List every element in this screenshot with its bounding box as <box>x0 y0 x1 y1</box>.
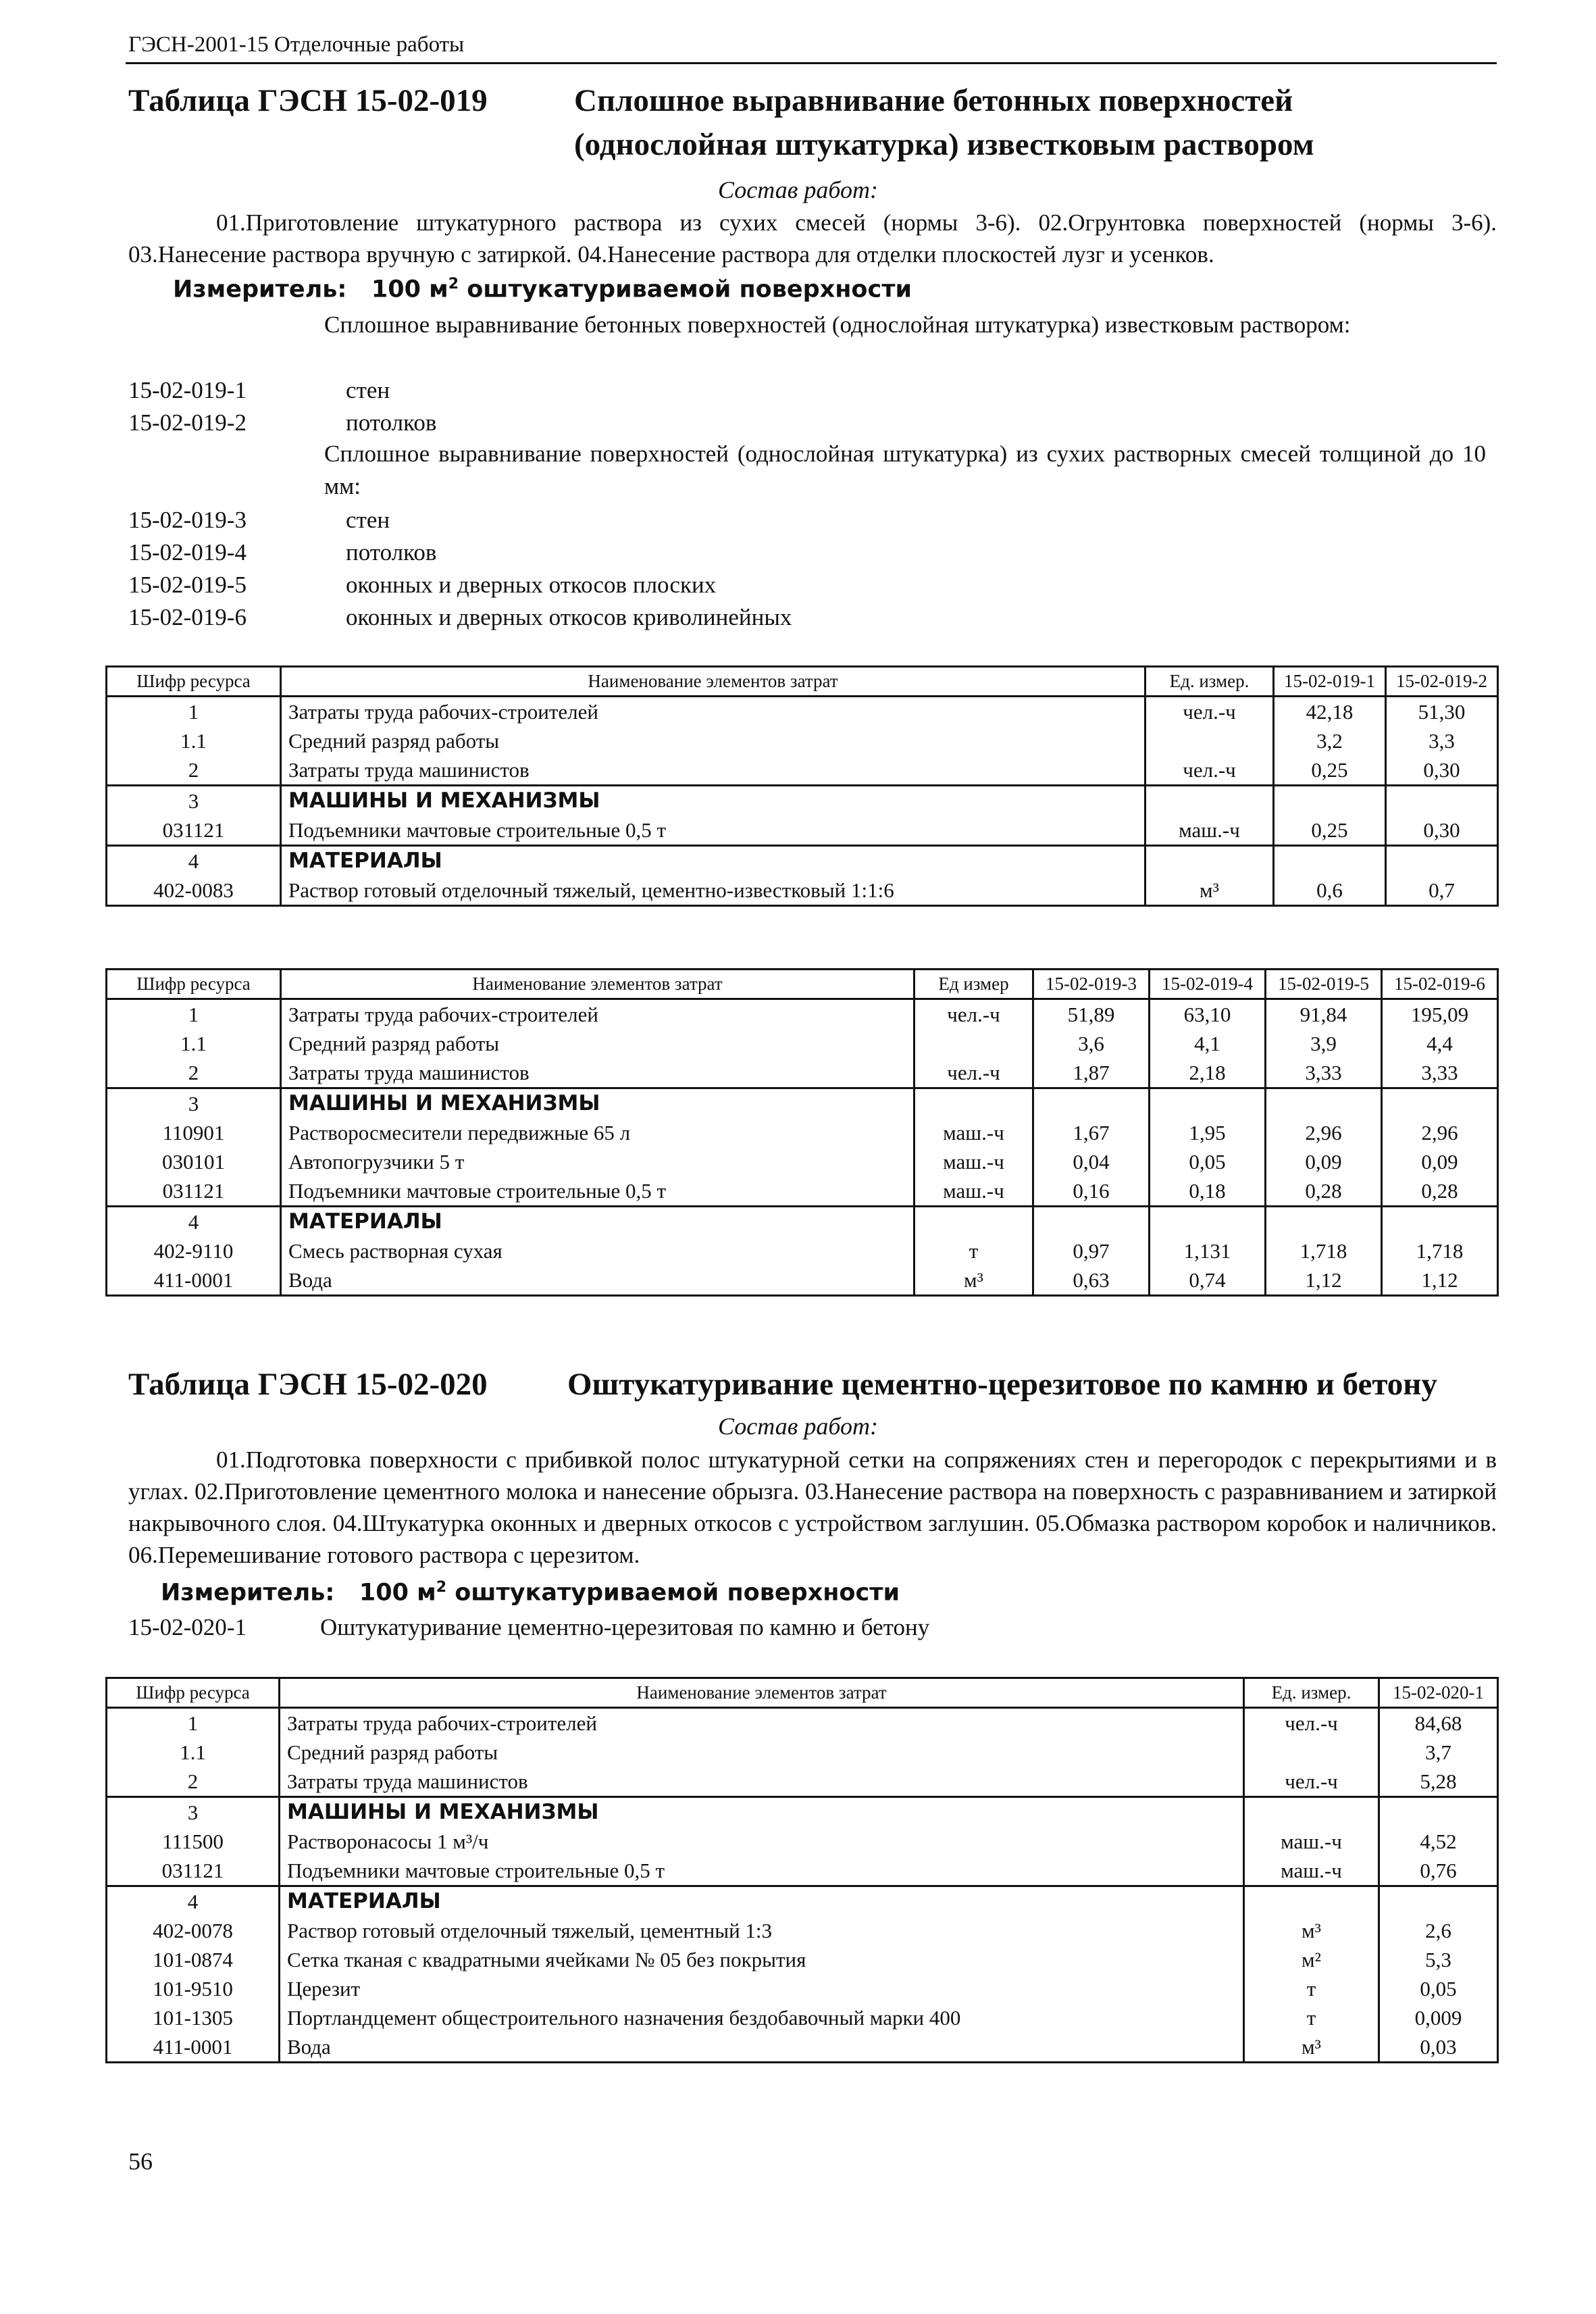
cell-value <box>1266 1088 1382 1119</box>
cell-value: 0,18 <box>1150 1176 1266 1207</box>
measure-description: оштукатуриваемой поверхности <box>455 1579 900 1607</box>
cell-value: 0,7 <box>1386 876 1498 906</box>
table-header-row <box>107 970 1498 999</box>
cell-name: Портландцемент общестроительного назначения бездобавочный марки 400 <box>280 2003 1244 2032</box>
cell-unit <box>1145 726 1274 755</box>
norm-name: оконных и дверных откосов криволинейных <box>346 604 792 630</box>
table-row <box>107 2003 1498 2032</box>
norm-name: потолков <box>346 539 437 565</box>
cell-code: 2 <box>107 755 281 786</box>
table-20-sostav-label: Состав работ: <box>718 1413 878 1440</box>
cell-value <box>1382 1207 1498 1237</box>
table-row <box>107 876 1498 906</box>
section-title: МАШИНЫ И МЕХАНИЗМЫ <box>281 786 1145 816</box>
cell-value: 1,95 <box>1150 1118 1266 1147</box>
cell-code: 1 <box>107 999 281 1030</box>
cell-value: 4,52 <box>1379 1827 1498 1856</box>
table-20-title: Оштукатуривание цементно-церезитовое по камню и бетону <box>567 1367 1437 1402</box>
header-rule <box>126 62 1497 64</box>
cell-value: 51,89 <box>1033 999 1150 1030</box>
cell-name: Растворосмесители передвижные 65 л <box>281 1118 915 1147</box>
cell-value <box>1033 1088 1150 1119</box>
cell-code: 402-9110 <box>107 1236 281 1265</box>
cell-name: Подъемники мачтовые строительные 0,5 т <box>280 1856 1244 1886</box>
cell-value: 3,2 <box>1274 726 1386 755</box>
norm-code: 15-02-019-3 <box>128 507 247 533</box>
norm-code: 15-02-019-6 <box>128 604 247 630</box>
resource-table-19-1-2 <box>105 665 1499 907</box>
section-title: МАТЕРИАЛЫ <box>281 846 1145 876</box>
table-row <box>107 1916 1498 1945</box>
cell-value <box>1150 1207 1266 1237</box>
cell-name: Подъемники мачтовые строительные 0,5 т <box>281 815 1145 846</box>
table-row <box>107 1147 1498 1176</box>
cell-value: 0,25 <box>1274 755 1386 786</box>
cell-unit: маш.-ч <box>1244 1827 1379 1856</box>
cell-unit <box>1244 1738 1379 1767</box>
col-header-norm: 15-02-019-1 <box>1274 667 1386 697</box>
cell-code: 1 <box>107 1708 280 1738</box>
col-header-code: Шифр ресурса <box>107 970 281 999</box>
col-header-name: Наименование элементов затрат <box>280 1678 1244 1708</box>
cell-name: Раствор готовый отделочный тяжелый, цементно-известковый 1:1:6 <box>281 876 1145 906</box>
cell-value: 3,3 <box>1386 726 1498 755</box>
cell-name: Смесь растворная сухая <box>281 1236 915 1265</box>
cell-value: 1,12 <box>1382 1265 1498 1296</box>
cell-code: 1.1 <box>107 1029 281 1058</box>
table-row <box>107 1058 1498 1088</box>
cell-value: 1,131 <box>1150 1236 1266 1265</box>
cell-code: 1 <box>107 697 281 727</box>
cell-value: 84,68 <box>1379 1708 1498 1738</box>
cell-value <box>1386 786 1498 816</box>
cell-name: Сетка тканая с квадратными ячейками № 05 без покрытия <box>280 1945 1244 1974</box>
col-header-name: Наименование элементов затрат <box>281 970 915 999</box>
table-20-work-description: 01.Подготовка поверхности с прибивкой полос штукатурной сетки на сопряжениях стен и перегородок с перекрытиями и в углах. 02.Приготовление цементного молока и нанесение обрызга. 03.Нанесение раствора на поверхность с разравниванием и затиркой накрывочного слоя. 04.Штукатурка оконных и дверных откосов с устройством заглушин. 05.Обмазка раствором коробок и наличников. 06.Перемешивание готового раствора с церезитом. <box>128 1447 1497 1568</box>
section-title: МАШИНЫ И МЕХАНИЗМЫ <box>281 1088 915 1119</box>
cell-unit: м³ <box>1244 2032 1379 2063</box>
cell-value <box>1379 1797 1498 1828</box>
table-19-measure <box>173 276 912 303</box>
table-section-row <box>107 1207 1498 1237</box>
col-header-code: Шифр ресурса <box>107 1678 280 1708</box>
cell-code: 110901 <box>107 1118 281 1147</box>
norm-group-2-description: Сплошное выравнивание поверхностей (однослойная штукатурка) из сухих растворных смесей толщиной до 10 мм: <box>324 441 1486 499</box>
table-row <box>107 999 1498 1030</box>
norm-code: 15-02-020-1 <box>128 1614 247 1640</box>
measure-unit: 100 м <box>359 1579 436 1607</box>
cell-unit: чел.-ч <box>1145 697 1274 727</box>
cell-value: 195,09 <box>1382 999 1498 1030</box>
col-header-norm: 15-02-019-3 <box>1033 970 1150 999</box>
cell-code: 411-0001 <box>107 2032 280 2063</box>
page-number: 56 <box>128 2148 153 2175</box>
table-row <box>107 1176 1498 1207</box>
col-header-unit: Ед измер <box>915 970 1033 999</box>
measure-description: оштукатуриваемой поверхности <box>467 276 912 303</box>
cell-unit: м² <box>1244 1945 1379 1974</box>
cell-name: Затраты труда рабочих-строителей <box>281 999 915 1030</box>
table-section-row <box>107 1088 1498 1119</box>
section-title: МАТЕРИАЛЫ <box>281 1207 915 1237</box>
cell-name: Затраты труда рабочих-строителей <box>281 697 1145 727</box>
cell-unit: маш.-ч <box>915 1176 1033 1207</box>
cell-code: 402-0083 <box>107 876 281 906</box>
cell-value: 0,09 <box>1382 1147 1498 1176</box>
cell-value: 5,3 <box>1379 1945 1498 1974</box>
cell-value: 0,05 <box>1150 1147 1266 1176</box>
cell-name: Автопогрузчики 5 т <box>281 1147 915 1176</box>
cell-value: 0,28 <box>1266 1176 1382 1207</box>
table-row <box>107 1738 1498 1767</box>
cell-value: 0,30 <box>1386 755 1498 786</box>
cell-name: Затраты труда машинистов <box>280 1767 1244 1797</box>
cell-value: 0,76 <box>1379 1856 1498 1886</box>
cell-value <box>1266 1207 1382 1237</box>
table-19-title-line2: (однослойная штукатурка) известковым раствором <box>574 127 1314 162</box>
table-20-label: Таблица ГЭСН 15-02-020 <box>128 1367 488 1402</box>
cell-code: 411-0001 <box>107 1265 281 1296</box>
cell-value: 0,04 <box>1033 1147 1150 1176</box>
cell-value: 2,96 <box>1266 1118 1382 1147</box>
table-row <box>107 1856 1498 1886</box>
measure-unit: 100 м <box>371 276 448 303</box>
norm-name: Оштукатуривание цементно-церезитовая по камню и бетону <box>320 1614 930 1640</box>
table-row <box>107 1974 1498 2003</box>
cell-value: 2,18 <box>1150 1058 1266 1088</box>
table-20-measure <box>161 1579 900 1607</box>
table-row <box>107 815 1498 846</box>
cell-value: 0,09 <box>1266 1147 1382 1176</box>
cell-unit: чел.-ч <box>915 1058 1033 1088</box>
cell-code: 4 <box>107 1207 281 1237</box>
cell-unit: маш.-ч <box>915 1118 1033 1147</box>
norm-code: 15-02-019-2 <box>128 409 247 436</box>
cell-name: Подъемники мачтовые строительные 0,5 т <box>281 1176 915 1207</box>
cell-unit <box>915 1029 1033 1058</box>
cell-code: 3 <box>107 1088 281 1119</box>
measure-unit-exp: 2 <box>436 1579 447 1596</box>
cell-value: 1,67 <box>1033 1118 1150 1147</box>
cell-code: 031121 <box>107 815 281 846</box>
cell-code: 111500 <box>107 1827 280 1856</box>
cell-value <box>1379 1886 1498 1917</box>
cell-value <box>1274 786 1386 816</box>
table-section-row <box>107 786 1498 816</box>
col-header-norm: 15-02-020-1 <box>1379 1678 1498 1708</box>
cell-name: Средний разряд работы <box>281 726 1145 755</box>
cell-unit <box>915 1207 1033 1237</box>
cell-value <box>1382 1088 1498 1119</box>
table-row <box>107 1708 1498 1738</box>
cell-value: 2,96 <box>1382 1118 1498 1147</box>
cell-code: 031121 <box>107 1176 281 1207</box>
cell-value: 0,28 <box>1382 1176 1498 1207</box>
cell-value <box>1033 1207 1150 1237</box>
cell-unit <box>1145 786 1274 816</box>
norm-code: 15-02-019-4 <box>128 539 247 565</box>
cell-name: Раствор готовый отделочный тяжелый, цементный 1:3 <box>280 1916 1244 1945</box>
table-row <box>107 1236 1498 1265</box>
col-header-norm: 15-02-019-4 <box>1150 970 1266 999</box>
cell-unit: м³ <box>1145 876 1274 906</box>
cell-unit: чел.-ч <box>1145 755 1274 786</box>
col-header-unit: Ед. измер. <box>1145 667 1274 697</box>
col-header-norm: 15-02-019-6 <box>1382 970 1498 999</box>
cell-code: 3 <box>107 786 281 816</box>
cell-name: Затраты труда машинистов <box>281 1058 915 1088</box>
cell-name: Затраты труда рабочих-строителей <box>280 1708 1244 1738</box>
cell-value: 0,6 <box>1274 876 1386 906</box>
cell-value: 3,6 <box>1033 1029 1150 1058</box>
cell-value: 4,1 <box>1150 1029 1266 1058</box>
table-header-row <box>107 1678 1498 1708</box>
cell-code: 2 <box>107 1058 281 1088</box>
cell-code: 2 <box>107 1767 280 1797</box>
cell-unit: чел.-ч <box>1244 1767 1379 1797</box>
cell-code: 402-0078 <box>107 1916 280 1945</box>
table-row <box>107 1827 1498 1856</box>
cell-code: 1.1 <box>107 1738 280 1767</box>
cell-value: 3,33 <box>1266 1058 1382 1088</box>
norm-name: стен <box>346 377 390 403</box>
cell-value: 42,18 <box>1274 697 1386 727</box>
table-header-row <box>107 667 1498 697</box>
cell-name: Церезит <box>280 1974 1244 2003</box>
cell-unit: м³ <box>915 1265 1033 1296</box>
norm-group-1-description: Сплошное выравнивание бетонных поверхностей (однослойная штукатурка) известковым раствором: <box>324 311 1351 338</box>
cell-value: 3,9 <box>1266 1029 1382 1058</box>
table-section-row <box>107 1797 1498 1828</box>
cell-value: 0,009 <box>1379 2003 1498 2032</box>
cell-code: 1.1 <box>107 726 281 755</box>
table-row <box>107 2032 1498 2063</box>
col-header-norm: 15-02-019-2 <box>1386 667 1498 697</box>
cell-value <box>1386 846 1498 876</box>
cell-unit <box>1145 846 1274 876</box>
cell-value: 91,84 <box>1266 999 1382 1030</box>
table-section-row <box>107 1886 1498 1917</box>
table-row <box>107 1029 1498 1058</box>
cell-value: 1,87 <box>1033 1058 1150 1088</box>
cell-value: 0,16 <box>1033 1176 1150 1207</box>
table-row <box>107 1767 1498 1797</box>
cell-name: Растворонасосы 1 м³/ч <box>280 1827 1244 1856</box>
measure-unit-exp: 2 <box>448 276 459 293</box>
cell-unit <box>1244 1797 1379 1828</box>
table-row <box>107 1945 1498 1974</box>
table-19-title-line1: Сплошное выравнивание бетонных поверхностей <box>574 83 1293 118</box>
cell-value: 0,05 <box>1379 1974 1498 2003</box>
cell-value: 0,63 <box>1033 1265 1150 1296</box>
cell-code: 101-0874 <box>107 1945 280 1974</box>
table-19-sostav-label: Состав работ: <box>718 176 878 203</box>
table-row <box>107 1118 1498 1147</box>
norm-name: потолков <box>346 409 437 436</box>
cell-value <box>1274 846 1386 876</box>
table-section-row <box>107 846 1498 876</box>
cell-code: 030101 <box>107 1147 281 1176</box>
norm-code: 15-02-019-5 <box>128 572 247 598</box>
cell-unit: маш.-ч <box>1244 1856 1379 1886</box>
cell-unit: т <box>1244 2003 1379 2032</box>
cell-code: 031121 <box>107 1856 280 1886</box>
table-row <box>107 755 1498 786</box>
cell-code: 4 <box>107 846 281 876</box>
cell-value: 5,28 <box>1379 1767 1498 1797</box>
cell-code: 3 <box>107 1797 280 1828</box>
cell-name: Средний разряд работы <box>280 1738 1244 1767</box>
measure-label: Измеритель: <box>161 1579 335 1607</box>
cell-unit: м³ <box>1244 1916 1379 1945</box>
cell-unit: т <box>915 1236 1033 1265</box>
cell-value: 1,718 <box>1382 1236 1498 1265</box>
col-header-code: Шифр ресурса <box>107 667 281 697</box>
cell-value: 0,97 <box>1033 1236 1150 1265</box>
cell-value: 0,03 <box>1379 2032 1498 2063</box>
cell-value: 3,7 <box>1379 1738 1498 1767</box>
cell-value: 1,12 <box>1266 1265 1382 1296</box>
running-header: ГЭСН-2001-15 Отделочные работы <box>128 32 465 57</box>
table-19-work-description: 01.Приготовление штукатурного раствора из сухих смесей (нормы 3-6). 02.Огрунтовка поверхностей (нормы 3-6). 03.Нанесение раствора вручную с затиркой. 04.Нанесение раствора для отделки плоскостей лузг и усенков. <box>128 209 1497 268</box>
cell-value <box>1150 1088 1266 1119</box>
norm-name: оконных и дверных откосов плоских <box>346 572 717 598</box>
table-19-label: Таблица ГЭСН 15-02-019 <box>128 83 488 118</box>
resource-table-19-3-6 <box>105 968 1499 1297</box>
cell-name: Вода <box>280 2032 1244 2063</box>
cell-value: 63,10 <box>1150 999 1266 1030</box>
cell-value: 3,33 <box>1382 1058 1498 1088</box>
cell-code: 101-1305 <box>107 2003 280 2032</box>
cell-unit: т <box>1244 1974 1379 2003</box>
col-header-norm: 15-02-019-5 <box>1266 970 1382 999</box>
cell-unit: маш.-ч <box>915 1147 1033 1176</box>
col-header-unit: Ед. измер. <box>1244 1678 1379 1708</box>
cell-code: 4 <box>107 1886 280 1917</box>
section-title: МАШИНЫ И МЕХАНИЗМЫ <box>280 1797 1244 1828</box>
norm-code: 15-02-019-1 <box>128 377 247 403</box>
cell-name: Затраты труда машинистов <box>281 755 1145 786</box>
cell-value: 51,30 <box>1386 697 1498 727</box>
resource-table-20-1 <box>105 1677 1499 2063</box>
cell-unit: маш.-ч <box>1145 815 1274 846</box>
cell-code: 101-9510 <box>107 1974 280 2003</box>
cell-value: 0,74 <box>1150 1265 1266 1296</box>
cell-value: 0,25 <box>1274 815 1386 846</box>
norm-name: стен <box>346 507 390 533</box>
cell-value: 1,718 <box>1266 1236 1382 1265</box>
cell-name: Вода <box>281 1265 915 1296</box>
table-row <box>107 697 1498 727</box>
cell-unit: чел.-ч <box>915 999 1033 1030</box>
cell-unit <box>915 1088 1033 1119</box>
cell-value: 0,30 <box>1386 815 1498 846</box>
cell-value: 4,4 <box>1382 1029 1498 1058</box>
cell-unit: чел.-ч <box>1244 1708 1379 1738</box>
cell-name: Средний разряд работы <box>281 1029 915 1058</box>
table-row <box>107 1265 1498 1296</box>
section-title: МАТЕРИАЛЫ <box>280 1886 1244 1917</box>
measure-label: Измеритель: <box>173 276 347 303</box>
table-row <box>107 726 1498 755</box>
cell-value: 2,6 <box>1379 1916 1498 1945</box>
col-header-name: Наименование элементов затрат <box>281 667 1145 697</box>
cell-unit <box>1244 1886 1379 1917</box>
